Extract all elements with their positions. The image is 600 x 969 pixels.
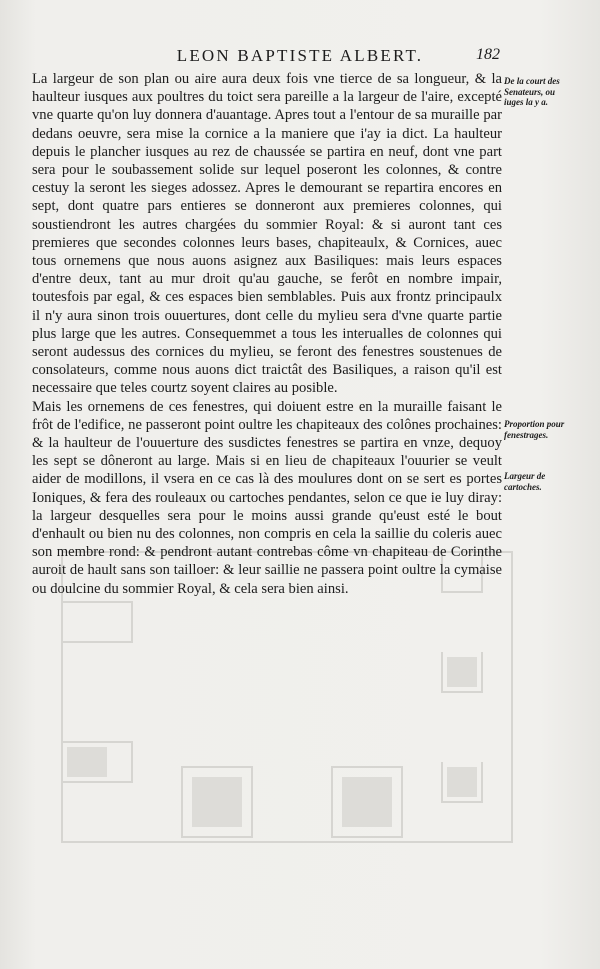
- margin-note-cartouches: Largeur de cartoches.: [504, 471, 546, 492]
- main-text: [32, 70, 502, 598]
- margin-note-court: De la court des Senateurs, ou iuges la y a.: [504, 76, 560, 107]
- paragraph-window-ornaments: Mais les ornemens de ces fenestres, qui doiuent estre en la muraille faisant le frôt de l'edifice, ne passeront point oultre les chapiteaux des colônes prochaines: & la haulteur de l'ouuerture des susdictes fenestres se partira en vnze, dequoy les sept se dôneront au large. Mais si en lieu de chapiteaux l'ouurier se veult aider de modillons, il vsera en ce cas là des moulures dont on se sert es portes Ioniques, & fera des rouleaux ou cartoches pendantes, selon ce que ie luy diray: la largeur desquelles sera pour le moins aussi grande qu'eust esté le bout d'enhault ou bien nu des colonnes, non compris en cela la saillie du coleris auec son membre rond: & pendront autant contrebas côme vn chapiteau de Corinthe auroit de hault sans son tailloer: & leur saillie ne passera point oultre la cymaise ou doulcine du sommier Royal, & cela sera bien ainsi.: [32, 398, 502, 597]
- paragraph-court-proportions: La largeur de son plan ou aire aura deux fois vne tierce de sa longueur, & la haulteur iusques aux poultres du toict sera pareille a la largeur de l'aire, excepté vne quarte qu'on luy donnera d'auantage. Apres tout a l'entour de sa muraille par dedans oeuvre, sera mise la cornice a la maniere que i'ay ia dict. La haulteur depuis le plancher iusques au rez de chaussée se partira en neuf, dont vne part sera pour le soubassement solide sur lequel poseront les colonnes, & contre cestuy la seront les sieges adossez. Apres le demourant se repartira encores en sept, dont quatre pars entieres se donneront aux premieres colonnes, qui soustiendront les autres chargées du sommier Royal: & si auront tant ces premieres que secondes colonnes leurs bases, chapiteaulx, & Cornices, auec tous ornemens que nous auons asignez aux Basiliques: mais leurs espaces d'entre deux, tant au mur droit qu'au gauche, se ferôt en nombre impair, toutesfois par egal, & ces espaces bien semblables. Puis aux frontz principaulx il n'y aura sinon trois ouuertures, dont celle du mylieu sera d'vne quarte partie plus large que les autres. Consequemmet a tous les interualles de colonnes qui seront audessus des cornices du mylieu, se feront des fenestres soustenues de consolateurs, comme nous auons dict traictât des Basiliques, a raison qu'il est necessaire que teles courtz soyent claires au posible.: [32, 71, 502, 397]
- running-title: LEON BAPTISTE ALBERT.: [176, 46, 424, 65]
- page-number: 182: [476, 46, 500, 63]
- margin-note-windows: Proportion pour fenestrages.: [504, 419, 565, 440]
